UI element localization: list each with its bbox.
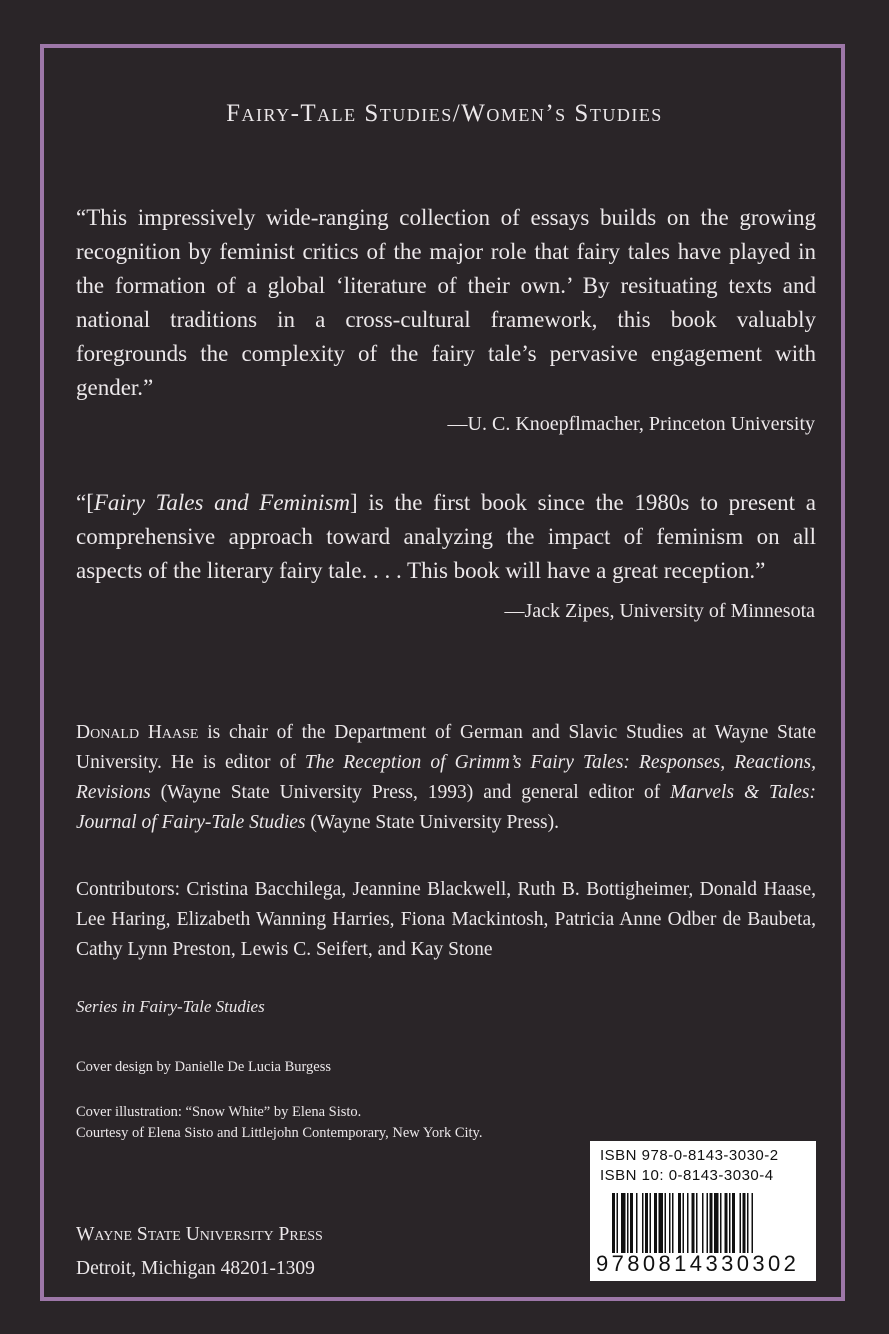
blurb-attribution-1: —U. C. Knoepflmacher, Princeton University [447,413,815,435]
barcode-bars-icon [612,1193,802,1253]
book-title: Fairy Tales and Feminism [93,490,351,515]
bio-book-title: The Reception of Grimm’s Fairy Tales: Responses, Reactions, Revisions [76,752,816,803]
publisher-address: Detroit, Michigan 48201-1309 [76,1258,315,1279]
isbn-13-label: ISBN 978-0-8143-3030-2 [600,1147,779,1164]
editor-name: Donald Haase [76,722,199,743]
bio-text-2: (Wayne State University Press, 1993) and general editor of [150,782,671,803]
isbn-10-label: ISBN 10: 0-8143-3030-4 [600,1167,774,1184]
blurb-quote-2 [76,486,816,588]
contributors-list: Contributors: Cristina Bacchilega, Jeannine Blackwell, Ruth B. Bottigheimer, Donald Haase, Lee Haring, Elizabeth Wanning Harries, Fiona Mackintosh, Patricia Anne Odber de Baubeta, Cathy Lynn Preston, Lewis C. Seifert, and Kay Stone [76,879,816,960]
isbn-barcode [590,1141,816,1281]
cover-illustration-line-2: Courtesy of Elena Sisto and Littlejohn Contemporary, New York City. [76,1125,483,1141]
series-name: Series in Fairy-Tale Studies [76,997,265,1016]
publisher-name: Wayne State University Press [76,1224,323,1245]
blurb-attribution-2: —Jack Zipes, University of Minnesota [504,600,815,622]
bio-text-3: (Wayne State University Press). [305,812,559,833]
quote-open: “[ [76,490,94,515]
bio-journal-title: Marvels & Tales: Journal of Fairy-Tale Studies [76,782,816,833]
quote-body: ] is the first book since the 1980s to present a comprehensive approach toward analyzing the impact of feminism on all aspects of the literary fairy tale. . . . This book will have a great reception.” [76,490,816,583]
publisher-block [76,1218,323,1286]
category-heading: Fairy-Tale Studies/Women’s Studies [226,100,663,127]
bio-text-1: is chair of the Department of German and Slavic Studies at Wayne State University. He is editor of [76,722,816,773]
cover-illustration-line-1: Cover illustration: “Snow White” by Elena Sisto. [76,1104,362,1120]
barcode-number: 9780814330302 [596,1251,800,1276]
blurb-quote-1: “This impressively wide-ranging collection of essays builds on the growing recognition by feminist critics of the major role that fairy tales have played in the formation of a global ‘literature of their own.’ By resituating texts and national traditions in a cross-cultural framework, this book valuably foregrounds the complexity of the fairy tale’s pervasive engagement with gender.” [76,205,816,400]
cover-illustration-credit [76,1102,483,1144]
editor-bio [76,718,816,838]
cover-design-credit: Cover design by Danielle De Lucia Burgess [76,1059,332,1075]
